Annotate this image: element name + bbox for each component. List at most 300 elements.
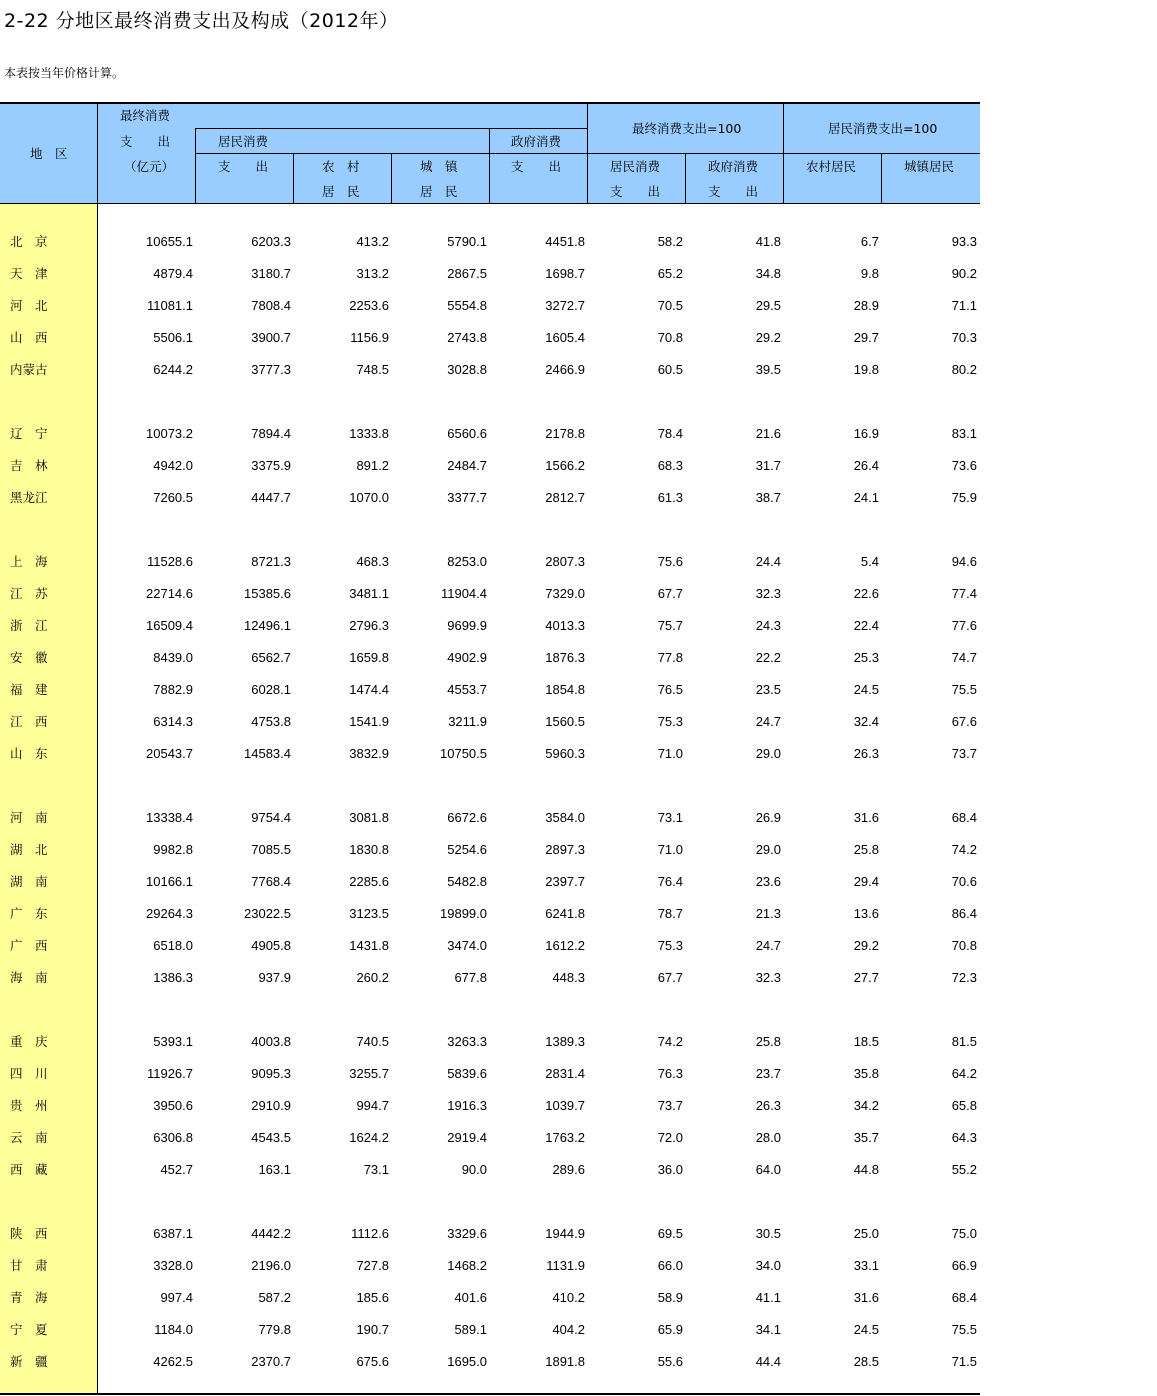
value-cell: 74.7 — [951, 650, 977, 665]
value-cell: 2796.3 — [349, 618, 389, 633]
value-cell: 23.6 — [755, 874, 781, 889]
region-name: 陕 西 — [10, 1226, 48, 1241]
value-cell: 31.6 — [853, 1290, 879, 1305]
value-cell: 39.5 — [755, 362, 781, 377]
header-final-exp: 支 出 — [120, 134, 171, 149]
table-row — [0, 328, 980, 348]
value-cell: 24.7 — [755, 938, 781, 953]
value-cell: 32.3 — [755, 970, 781, 985]
value-cell: 1916.3 — [447, 1098, 487, 1113]
page-title: 2-22 分地区最终消费支出及构成（2012年） — [4, 10, 399, 32]
value-cell: 6560.6 — [447, 426, 487, 441]
value-cell: 1560.5 — [545, 714, 585, 729]
value-cell: 41.1 — [755, 1290, 781, 1305]
value-cell: 1386.3 — [153, 970, 193, 985]
value-cell: 190.7 — [356, 1322, 389, 1337]
region-column-bg — [0, 204, 97, 1394]
value-cell: 7894.4 — [251, 426, 291, 441]
region-name: 海 南 — [10, 970, 48, 985]
value-cell: 4262.5 — [153, 1354, 193, 1369]
value-cell: 29.0 — [755, 842, 781, 857]
value-cell: 1474.4 — [349, 682, 389, 697]
value-cell: 22.4 — [853, 618, 879, 633]
region-name: 重 庆 — [10, 1034, 48, 1049]
region-name: 黑龙江 — [10, 490, 48, 505]
header-gov-exp: 支 出 — [511, 159, 562, 174]
value-cell: 404.2 — [552, 1322, 585, 1337]
table-row — [0, 872, 980, 892]
value-cell: 1541.9 — [349, 714, 389, 729]
value-cell: 12496.1 — [244, 618, 291, 633]
value-cell: 5839.6 — [447, 1066, 487, 1081]
table-row — [0, 488, 980, 508]
value-cell: 90.0 — [461, 1162, 487, 1177]
value-cell: 29.4 — [853, 874, 879, 889]
value-cell: 29264.3 — [146, 906, 193, 921]
value-cell: 74.2 — [657, 1034, 683, 1049]
region-name: 江 苏 — [10, 586, 48, 601]
value-cell: 1566.2 — [545, 458, 585, 473]
value-cell: 1876.3 — [545, 650, 585, 665]
value-cell: 24.4 — [755, 554, 781, 569]
value-cell: 997.4 — [160, 1290, 193, 1305]
value-cell: 5506.1 — [153, 330, 193, 345]
value-cell: 6314.3 — [153, 714, 193, 729]
value-cell: 3377.7 — [447, 490, 487, 505]
value-cell: 452.7 — [160, 1162, 193, 1177]
region-name: 宁 夏 — [10, 1322, 48, 1337]
value-cell: 2867.5 — [447, 266, 487, 281]
value-cell: 5393.1 — [153, 1034, 193, 1049]
value-cell: 31.6 — [853, 810, 879, 825]
value-cell: 24.3 — [755, 618, 781, 633]
value-cell: 11904.4 — [440, 586, 487, 601]
value-cell: 44.4 — [755, 1354, 781, 1369]
region-name: 贵 州 — [10, 1098, 48, 1113]
value-cell: 32.4 — [853, 714, 879, 729]
value-cell: 2831.4 — [545, 1066, 585, 1081]
value-cell: 1891.8 — [545, 1354, 585, 1369]
value-cell: 413.2 — [356, 234, 389, 249]
value-cell: 34.2 — [853, 1098, 879, 1113]
value-cell: 64.3 — [951, 1130, 977, 1145]
value-cell: 70.8 — [657, 330, 683, 345]
region-name: 福 建 — [10, 682, 48, 697]
value-cell: 19899.0 — [440, 906, 487, 921]
value-cell: 1763.2 — [545, 1130, 585, 1145]
table-header — [0, 102, 980, 204]
value-cell: 33.1 — [853, 1258, 879, 1273]
value-cell: 4013.3 — [545, 618, 585, 633]
value-cell: 58.2 — [657, 234, 683, 249]
region-name: 青 海 — [10, 1290, 48, 1305]
value-cell: 34.1 — [755, 1322, 781, 1337]
value-cell: 2285.6 — [349, 874, 389, 889]
value-cell: 3950.6 — [153, 1098, 193, 1113]
value-cell: 73.7 — [657, 1098, 683, 1113]
value-cell: 6028.1 — [251, 682, 291, 697]
value-cell: 2897.3 — [545, 842, 585, 857]
value-cell: 7329.0 — [545, 586, 585, 601]
value-cell: 65.9 — [657, 1322, 683, 1337]
value-cell: 410.2 — [552, 1290, 585, 1305]
value-cell: 2807.3 — [545, 554, 585, 569]
header-household: 居民消费 — [218, 134, 269, 149]
value-cell: 38.7 — [755, 490, 781, 505]
table-row — [0, 1256, 980, 1276]
value-cell: 55.6 — [657, 1354, 683, 1369]
value-cell: 260.2 — [356, 970, 389, 985]
value-cell: 7260.5 — [153, 490, 193, 505]
value-cell: 72.0 — [657, 1130, 683, 1145]
value-cell: 9754.4 — [251, 810, 291, 825]
value-cell: 3584.0 — [545, 810, 585, 825]
value-cell: 6518.0 — [153, 938, 193, 953]
value-cell: 35.7 — [853, 1130, 879, 1145]
value-cell: 9.8 — [860, 266, 879, 281]
value-cell: 29.0 — [755, 746, 781, 761]
value-cell: 81.5 — [951, 1034, 977, 1049]
table-row — [0, 744, 980, 764]
header-hh-share-a: 居民消费 — [610, 159, 661, 174]
value-cell: 3481.1 — [349, 586, 389, 601]
value-cell: 11528.6 — [146, 554, 193, 569]
value-cell: 75.6 — [657, 554, 683, 569]
value-cell: 1659.8 — [349, 650, 389, 665]
header-urban-a: 城 镇 — [420, 159, 458, 174]
value-cell: 2466.9 — [545, 362, 585, 377]
value-cell: 4442.2 — [251, 1226, 291, 1241]
value-cell: 69.5 — [657, 1226, 683, 1241]
value-cell: 994.7 — [356, 1098, 389, 1113]
value-cell: 76.4 — [657, 874, 683, 889]
value-cell: 19.8 — [853, 362, 879, 377]
table-row — [0, 1288, 980, 1308]
value-cell: 2484.7 — [447, 458, 487, 473]
value-cell: 29.7 — [853, 330, 879, 345]
table-row — [0, 680, 980, 700]
value-cell: 748.5 — [356, 362, 389, 377]
value-cell: 75.3 — [657, 714, 683, 729]
value-cell: 71.5 — [951, 1354, 977, 1369]
value-cell: 18.5 — [853, 1034, 879, 1049]
value-cell: 71.0 — [657, 746, 683, 761]
value-cell: 10073.2 — [146, 426, 193, 441]
header-gov-share-b: 支 出 — [708, 184, 759, 199]
value-cell: 70.8 — [951, 938, 977, 953]
value-cell: 1333.8 — [349, 426, 389, 441]
value-cell: 2196.0 — [251, 1258, 291, 1273]
value-cell: 22.6 — [853, 586, 879, 601]
value-cell: 1070.0 — [349, 490, 389, 505]
region-name: 西 藏 — [10, 1162, 48, 1177]
header-hh-share-b: 支 出 — [610, 184, 661, 199]
value-cell: 66.9 — [951, 1258, 977, 1273]
value-cell: 20543.7 — [146, 746, 193, 761]
value-cell: 1944.9 — [545, 1226, 585, 1241]
value-cell: 4942.0 — [153, 458, 193, 473]
value-cell: 3777.3 — [251, 362, 291, 377]
value-cell: 6672.6 — [447, 810, 487, 825]
header-household-exp: 支 出 — [218, 159, 269, 174]
value-cell: 3329.6 — [447, 1226, 487, 1241]
value-cell: 21.3 — [755, 906, 781, 921]
value-cell: 448.3 — [552, 970, 585, 985]
value-cell: 23.5 — [755, 682, 781, 697]
value-cell: 3180.7 — [251, 266, 291, 281]
value-cell: 70.6 — [951, 874, 977, 889]
region-name: 甘 肃 — [10, 1258, 48, 1273]
value-cell: 78.7 — [657, 906, 683, 921]
value-cell: 9095.3 — [251, 1066, 291, 1081]
value-cell: 5960.3 — [545, 746, 585, 761]
value-cell: 73.6 — [951, 458, 977, 473]
value-cell: 8721.3 — [251, 554, 291, 569]
value-cell: 9699.9 — [447, 618, 487, 633]
value-cell: 29.2 — [755, 330, 781, 345]
value-cell: 1624.2 — [349, 1130, 389, 1145]
value-cell: 10750.5 — [440, 746, 487, 761]
value-cell: 4553.7 — [447, 682, 487, 697]
table-row — [0, 1320, 980, 1340]
value-cell: 1698.7 — [545, 266, 585, 281]
value-cell: 1131.9 — [546, 1258, 585, 1273]
region-name: 湖 南 — [10, 874, 48, 889]
value-cell: 78.4 — [657, 426, 683, 441]
value-cell: 67.6 — [951, 714, 977, 729]
header-final-100: 最终消费支出=100 — [632, 121, 742, 136]
value-cell: 6203.3 — [251, 234, 291, 249]
table-row — [0, 808, 980, 828]
value-cell: 76.5 — [657, 682, 683, 697]
value-cell: 2910.9 — [251, 1098, 291, 1113]
value-cell: 71.0 — [657, 842, 683, 857]
value-cell: 313.2 — [356, 266, 389, 281]
value-cell: 26.3 — [755, 1098, 781, 1113]
value-cell: 10655.1 — [146, 234, 193, 249]
value-cell: 75.5 — [951, 1322, 977, 1337]
table-row — [0, 552, 980, 572]
table-row — [0, 456, 980, 476]
value-cell: 740.5 — [356, 1034, 389, 1049]
table-row — [0, 840, 980, 860]
region-name: 河 北 — [10, 298, 48, 313]
value-cell: 7808.4 — [251, 298, 291, 313]
value-cell: 16509.4 — [146, 618, 193, 633]
value-cell: 70.5 — [657, 298, 683, 313]
region-name: 广 西 — [10, 938, 48, 953]
value-cell: 675.6 — [356, 1354, 389, 1369]
value-cell: 28.9 — [853, 298, 879, 313]
value-cell: 163.1 — [258, 1162, 291, 1177]
value-cell: 2919.4 — [447, 1130, 487, 1145]
value-cell: 3832.9 — [349, 746, 389, 761]
value-cell: 13.6 — [853, 906, 879, 921]
value-cell: 74.2 — [951, 842, 977, 857]
value-cell: 401.6 — [454, 1290, 487, 1305]
value-cell: 11926.7 — [146, 1066, 193, 1081]
value-cell: 25.0 — [853, 1226, 879, 1241]
value-cell: 16.9 — [853, 426, 879, 441]
header-final: 最终消费 — [120, 108, 171, 123]
value-cell: 2743.8 — [447, 330, 487, 345]
table-row — [0, 648, 980, 668]
value-cell: 779.8 — [258, 1322, 291, 1337]
value-cell: 34.0 — [755, 1258, 781, 1273]
value-cell: 24.7 — [755, 714, 781, 729]
value-cell: 75.3 — [657, 938, 683, 953]
value-cell: 8253.0 — [447, 554, 487, 569]
value-cell: 21.6 — [755, 426, 781, 441]
table-row — [0, 712, 980, 732]
value-cell: 24.1 — [853, 490, 879, 505]
region-name: 辽 宁 — [10, 426, 48, 441]
value-cell: 6387.1 — [153, 1226, 193, 1241]
value-cell: 73.7 — [951, 746, 977, 761]
value-cell: 29.5 — [755, 298, 781, 313]
region-name: 上 海 — [10, 554, 48, 569]
value-cell: 3255.7 — [349, 1066, 389, 1081]
region-name: 四 川 — [10, 1066, 48, 1081]
value-cell: 185.6 — [356, 1290, 389, 1305]
value-cell: 80.2 — [951, 362, 977, 377]
value-cell: 73.1 — [363, 1162, 389, 1177]
table-row — [0, 616, 980, 636]
value-cell: 77.6 — [951, 618, 977, 633]
value-cell: 3263.3 — [447, 1034, 487, 1049]
value-cell: 4451.8 — [545, 234, 585, 249]
value-cell: 68.4 — [951, 810, 977, 825]
value-cell: 5790.1 — [447, 234, 487, 249]
value-cell: 86.4 — [951, 906, 977, 921]
value-cell: 29.2 — [853, 938, 879, 953]
value-cell: 77.4 — [951, 586, 977, 601]
value-cell: 2370.7 — [251, 1354, 291, 1369]
value-cell: 66.0 — [657, 1258, 683, 1273]
value-cell: 3900.7 — [251, 330, 291, 345]
value-cell: 26.9 — [755, 810, 781, 825]
value-cell: 6306.8 — [153, 1130, 193, 1145]
value-cell: 3272.7 — [545, 298, 585, 313]
value-cell: 28.0 — [755, 1130, 781, 1145]
value-cell: 6562.7 — [251, 650, 291, 665]
value-cell: 32.3 — [755, 586, 781, 601]
value-cell: 937.9 — [258, 970, 291, 985]
value-cell: 75.9 — [951, 490, 977, 505]
value-cell: 677.8 — [454, 970, 487, 985]
value-cell: 70.3 — [951, 330, 977, 345]
value-cell: 3211.9 — [448, 714, 487, 729]
value-cell: 75.0 — [951, 1226, 977, 1241]
value-cell: 3328.0 — [153, 1258, 193, 1273]
header-final-unit: （亿元） — [124, 159, 175, 174]
value-cell: 289.6 — [552, 1162, 585, 1177]
value-cell: 4879.4 — [153, 266, 193, 281]
value-cell: 1695.0 — [447, 1354, 487, 1369]
value-cell: 587.2 — [258, 1290, 291, 1305]
value-cell: 72.3 — [951, 970, 977, 985]
value-cell: 11081.1 — [146, 298, 193, 313]
value-cell: 3375.9 — [251, 458, 291, 473]
region-name: 山 东 — [10, 746, 48, 761]
value-cell: 31.7 — [755, 458, 781, 473]
table-row — [0, 1064, 980, 1084]
header-urban-b: 居 民 — [420, 184, 458, 199]
value-cell: 727.8 — [356, 1258, 389, 1273]
value-cell: 7768.4 — [251, 874, 291, 889]
value-cell: 44.8 — [853, 1162, 879, 1177]
header-urban-res: 城镇居民 — [904, 159, 955, 174]
region-name: 吉 林 — [10, 458, 48, 473]
value-cell: 5254.6 — [447, 842, 487, 857]
value-cell: 10166.1 — [146, 874, 193, 889]
value-cell: 35.8 — [853, 1066, 879, 1081]
region-name: 云 南 — [10, 1130, 48, 1145]
value-cell: 36.0 — [657, 1162, 683, 1177]
table-note: 本表按当年价格计算。 — [4, 66, 125, 80]
value-cell: 5482.8 — [447, 874, 487, 889]
value-cell: 3028.8 — [447, 362, 487, 377]
value-cell: 77.8 — [657, 650, 683, 665]
value-cell: 8439.0 — [153, 650, 193, 665]
value-cell: 1431.8 — [349, 938, 389, 953]
header-gov: 政府消费 — [511, 134, 562, 149]
value-cell: 2253.6 — [349, 298, 389, 313]
value-cell: 25.8 — [853, 842, 879, 857]
value-cell: 55.2 — [951, 1162, 977, 1177]
value-cell: 26.4 — [853, 458, 879, 473]
region-name: 浙 江 — [10, 618, 48, 633]
value-cell: 25.3 — [853, 650, 879, 665]
value-cell: 2178.8 — [545, 426, 585, 441]
value-cell: 41.8 — [755, 234, 781, 249]
value-cell: 3474.0 — [447, 938, 487, 953]
value-cell: 1184.0 — [154, 1322, 193, 1337]
header-rural-b: 居 民 — [322, 184, 360, 199]
value-cell: 1156.9 — [350, 330, 389, 345]
value-cell: 68.3 — [657, 458, 683, 473]
region-name: 河 南 — [10, 810, 48, 825]
value-cell: 891.2 — [356, 458, 389, 473]
value-cell: 71.1 — [951, 298, 977, 313]
table-row — [0, 968, 980, 988]
value-cell: 4905.8 — [251, 938, 291, 953]
value-cell: 4447.7 — [251, 490, 291, 505]
value-cell: 6.7 — [860, 234, 879, 249]
value-cell: 75.5 — [951, 682, 977, 697]
table-row — [0, 360, 980, 380]
header-region: 地 区 — [30, 146, 68, 161]
value-cell: 1612.2 — [545, 938, 585, 953]
value-cell: 3081.8 — [349, 810, 389, 825]
value-cell: 9982.8 — [153, 842, 193, 857]
value-cell: 1389.3 — [545, 1034, 585, 1049]
value-cell: 5.4 — [860, 554, 879, 569]
value-cell: 7882.9 — [153, 682, 193, 697]
value-cell: 2397.7 — [545, 874, 585, 889]
value-cell: 68.4 — [951, 1290, 977, 1305]
value-cell: 25.8 — [755, 1034, 781, 1049]
value-cell: 13338.4 — [146, 810, 193, 825]
value-cell: 27.7 — [853, 970, 879, 985]
value-cell: 23022.5 — [244, 906, 291, 921]
table-row — [0, 1352, 980, 1372]
value-cell: 1854.8 — [545, 682, 585, 697]
value-cell: 23.7 — [755, 1066, 781, 1081]
value-cell: 67.7 — [657, 970, 683, 985]
table-bottom-rule — [0, 1393, 980, 1395]
value-cell: 4003.8 — [251, 1034, 291, 1049]
